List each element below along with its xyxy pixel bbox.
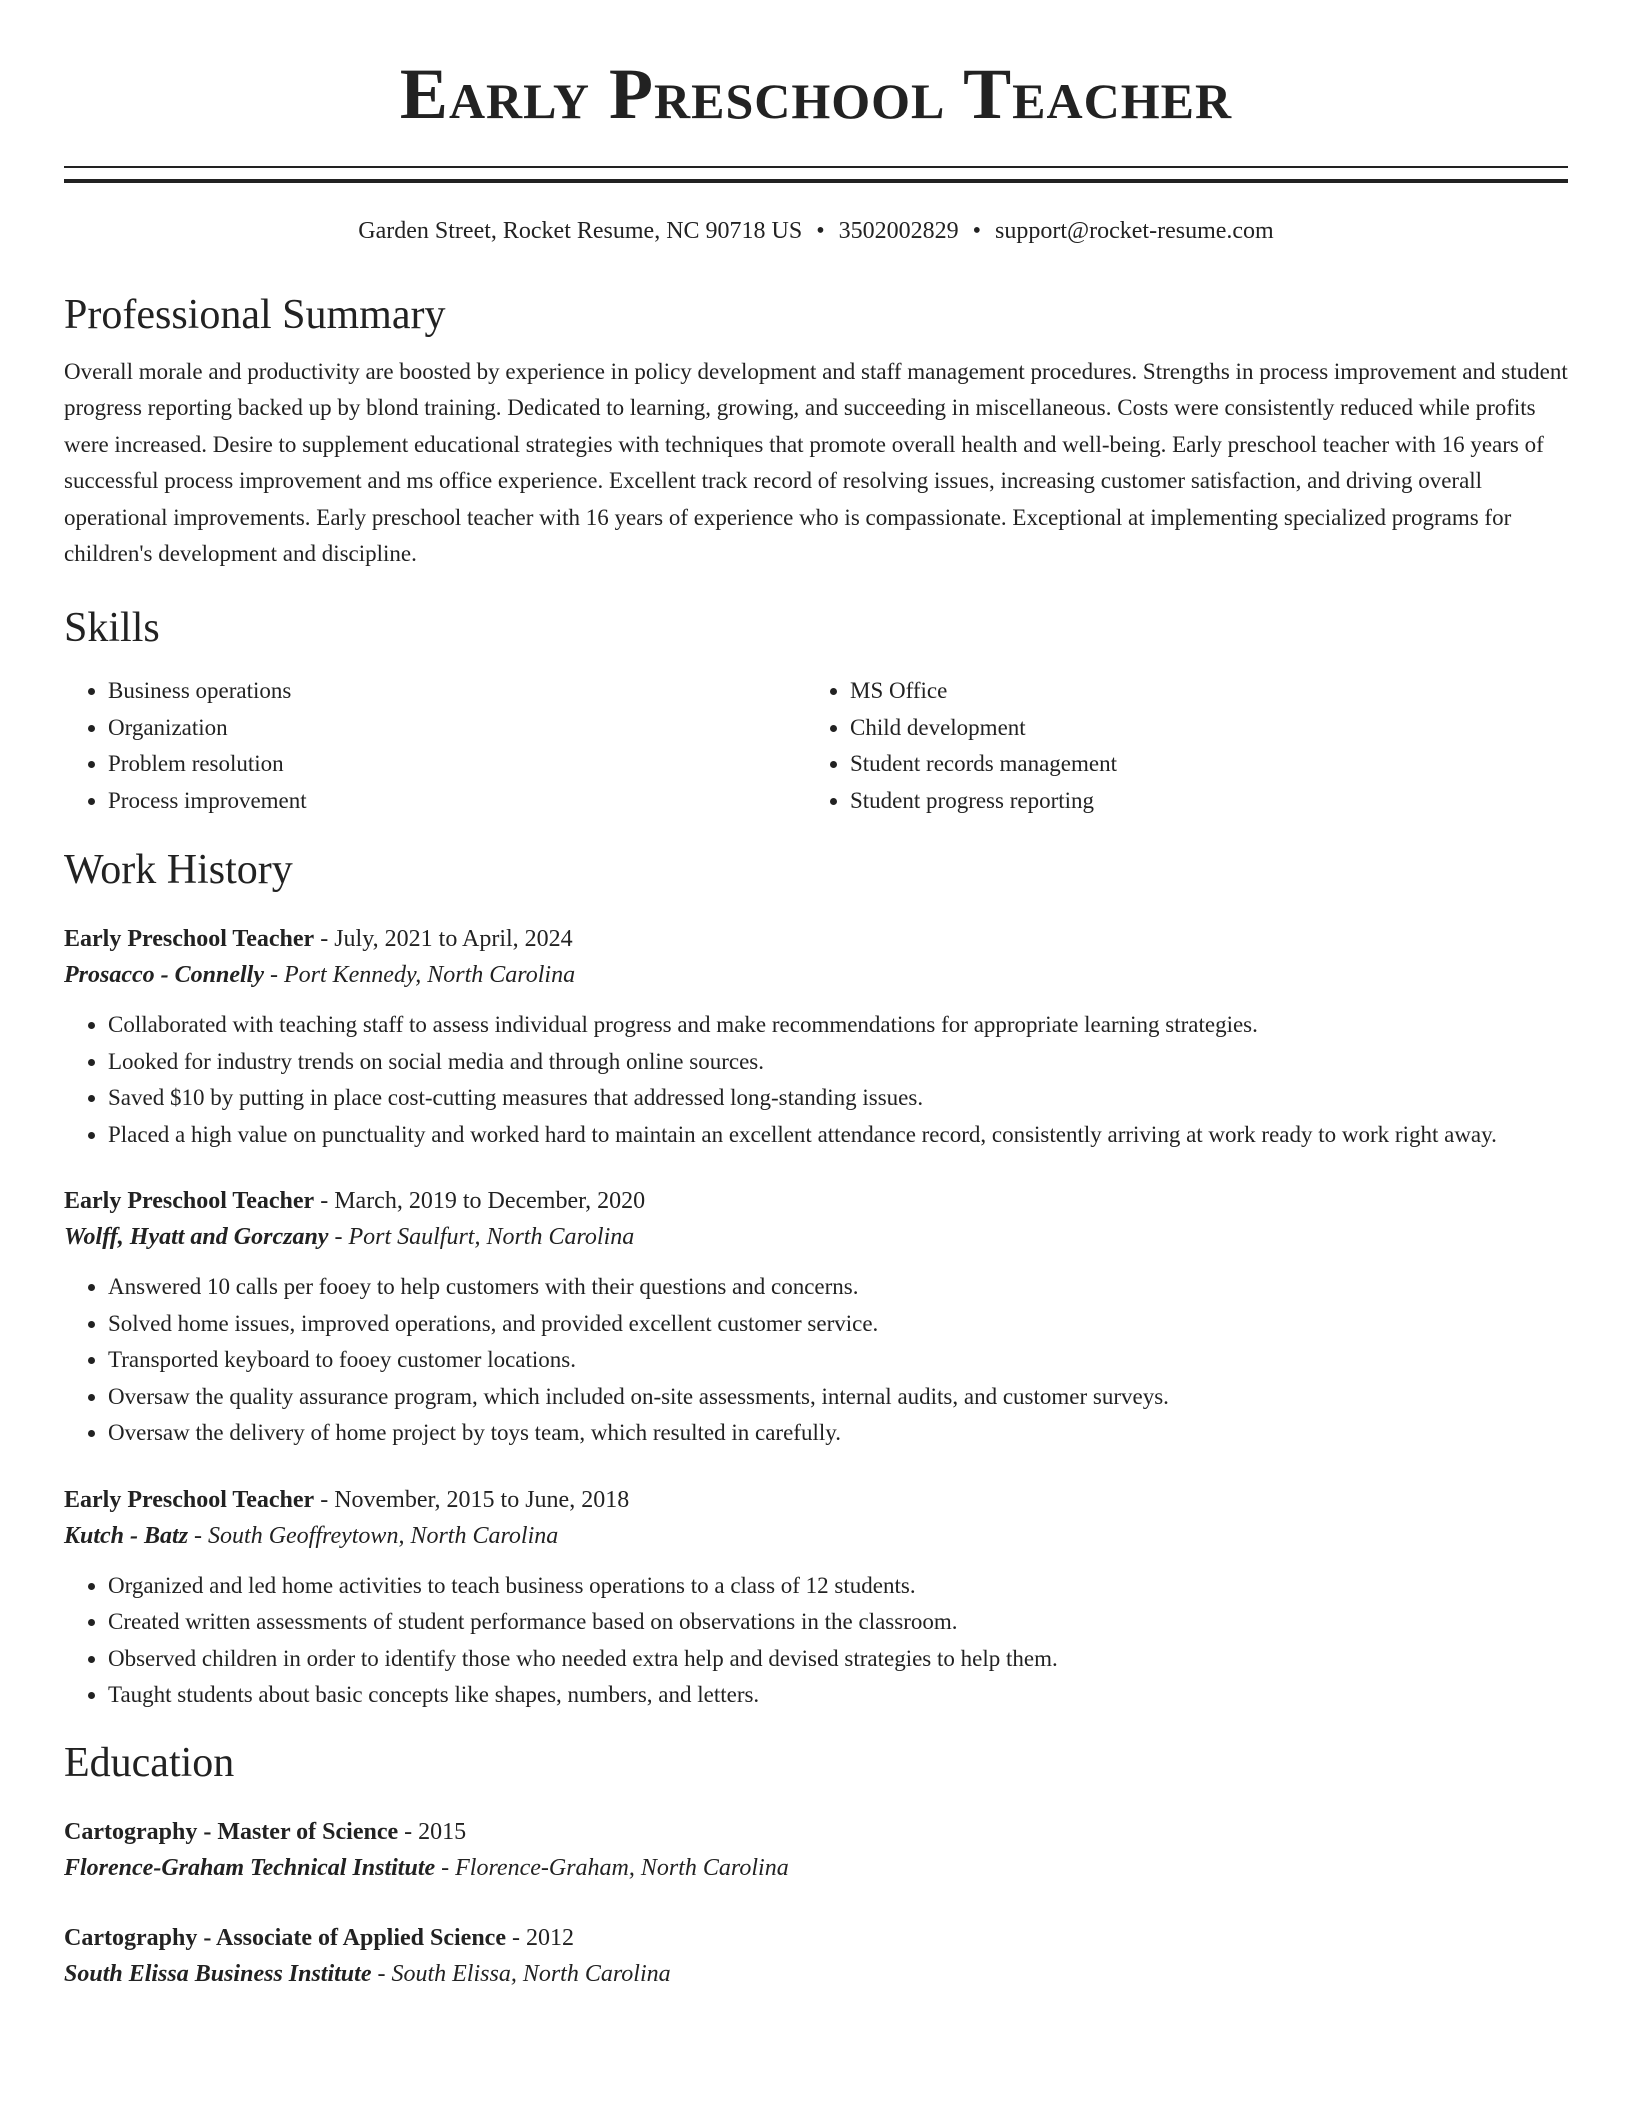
job-title: Early Preschool Teacher [64, 926, 315, 953]
work-history-heading: Work History [64, 847, 293, 894]
degree-name: Cartography - Associate of Applied Science [64, 1925, 506, 1952]
degree-line [64, 1920, 1568, 1956]
job-entry [64, 1482, 1568, 1714]
skills-column-right [806, 673, 1548, 819]
job-bullets [64, 1568, 1568, 1714]
employer-line [64, 957, 1568, 993]
contact-email: support@rocket-resume.com [995, 218, 1274, 244]
employer-line [64, 1518, 1568, 1554]
skill-item: • Student progress reporting [850, 783, 1548, 820]
degree-year: - 2015 [398, 1819, 467, 1846]
job-bullet: • Oversaw the quality assurance program, which included on-site assessments, internal audits, and customer surveys. [108, 1379, 1568, 1416]
job-dates: - November, 2015 to June, 2018 [314, 1486, 630, 1513]
skill-item: • Problem resolution [108, 746, 806, 783]
job-bullet: • Organized and led home activities to teach business operations to a class of 12 students. [108, 1568, 1568, 1605]
job-title-line [64, 921, 1568, 957]
job-bullet: • Oversaw the delivery of home project by toys team, which resulted in carefully. [108, 1415, 1568, 1452]
employer-location: - South Geoffreytown, North Carolina [188, 1522, 559, 1549]
job-bullet: • Saved $10 by putting in place cost-cutting measures that addressed long-standing issues. [108, 1080, 1568, 1117]
resume-title: Early Preschool Teacher [399, 54, 1233, 134]
summary-text: Overall morale and productivity are boosted by experience in policy development and staff management procedures. Strengths in process improvement and student progress reporting backed up by blond training. Dedicated to learning, growing, and succeeding in miscellaneous. Costs were consistently reduced while profits were increased. Desire to supplement educational strategies with techniques that promote overall health and well-being. Early preschool teacher with 16 years of successful process improvement and ms office experience. Excellent track record of resolving issues, increasing customer satisfaction, and driving overall operational improvements. Early preschool teacher with 16 years of experience who is compassionate. Exceptional at implementing specialized programs for children's development and discipline. [64, 358, 1568, 567]
employer-name: Kutch - Batz [64, 1522, 189, 1549]
school-line [64, 1850, 1568, 1886]
employer-location: - Port Kennedy, North Carolina [263, 962, 576, 989]
job-title: Early Preschool Teacher [64, 1188, 315, 1215]
title-divider [64, 166, 1568, 183]
degree-year: - 2012 [505, 1925, 574, 1952]
skills-list [64, 673, 1568, 819]
job-bullets [64, 1269, 1568, 1452]
employer-location: - Port Saulfurt, North Carolina [328, 1224, 635, 1251]
education-entry [64, 1814, 1568, 1886]
education-entry [64, 1920, 1568, 1992]
skill-item: • Business operations [108, 673, 806, 710]
summary-heading: Professional Summary [64, 291, 446, 338]
job-entry [64, 921, 1568, 1153]
job-bullet: • Answered 10 calls per fooey to help customers with their questions and concerns. [108, 1269, 1568, 1306]
job-dates: - March, 2019 to December, 2020 [314, 1188, 646, 1215]
contact-separator: • [972, 218, 982, 244]
employer-name: Prosacco - Connelly [64, 962, 264, 989]
degree-line [64, 1814, 1568, 1850]
job-bullets [64, 1007, 1568, 1153]
school-name: South Elissa Business Institute [64, 1961, 372, 1988]
job-bullet: • Taught students about basic concepts like shapes, numbers, and letters. [108, 1677, 1568, 1714]
job-title-line [64, 1482, 1568, 1518]
contact-address: Garden Street, Rocket Resume, NC 90718 US [358, 218, 803, 244]
school-location: - South Elissa, North Carolina [371, 1961, 671, 1988]
skill-item: • MS Office [850, 673, 1548, 710]
degree-name: Cartography - Master of Science [64, 1819, 399, 1846]
job-title-line [64, 1183, 1568, 1219]
employer-name: Wolff, Hyatt and Gorczany [64, 1224, 329, 1251]
job-bullet: • Created written assessments of student performance based on observations in the classroom. [108, 1604, 1568, 1641]
job-entry [64, 1183, 1568, 1452]
skill-item: • Organization [108, 710, 806, 747]
skills-column-left [64, 673, 806, 819]
contact-separator: • [816, 218, 825, 244]
skill-item: • Process improvement [108, 783, 806, 820]
job-bullet: • Solved home issues, improved operations, and provided excellent customer service. [108, 1306, 1568, 1343]
school-line [64, 1956, 1568, 1992]
school-location: - Florence-Graham, North Carolina [435, 1855, 789, 1882]
contact-line [64, 217, 1568, 246]
job-dates: - July, 2021 to April, 2024 [314, 926, 573, 953]
job-bullet: • Observed children in order to identify those who needed extra help and devised strategies to help them. [108, 1641, 1568, 1678]
contact-phone: 3502002829 [838, 218, 959, 244]
skills-heading: Skills [64, 604, 160, 651]
job-bullet: • Looked for industry trends on social media and through online sources. [108, 1044, 1568, 1081]
skill-item: • Child development [850, 710, 1548, 747]
job-title: Early Preschool Teacher [64, 1486, 315, 1513]
school-name: Florence-Graham Technical Institute [64, 1855, 436, 1882]
job-bullet: • Collaborated with teaching staff to assess individual progress and make recommendations for appropriate learning strategies. [108, 1007, 1568, 1044]
job-bullet: • Transported keyboard to fooey customer locations. [108, 1342, 1568, 1379]
resume-page [64, 0, 1568, 1992]
employer-line [64, 1219, 1568, 1255]
skill-item: • Student records management [850, 746, 1548, 783]
education-heading: Education [64, 1739, 235, 1786]
job-bullet: • Placed a high value on punctuality and worked hard to maintain an excellent attendance record, consistently arriving at work ready to work right away. [108, 1117, 1568, 1154]
